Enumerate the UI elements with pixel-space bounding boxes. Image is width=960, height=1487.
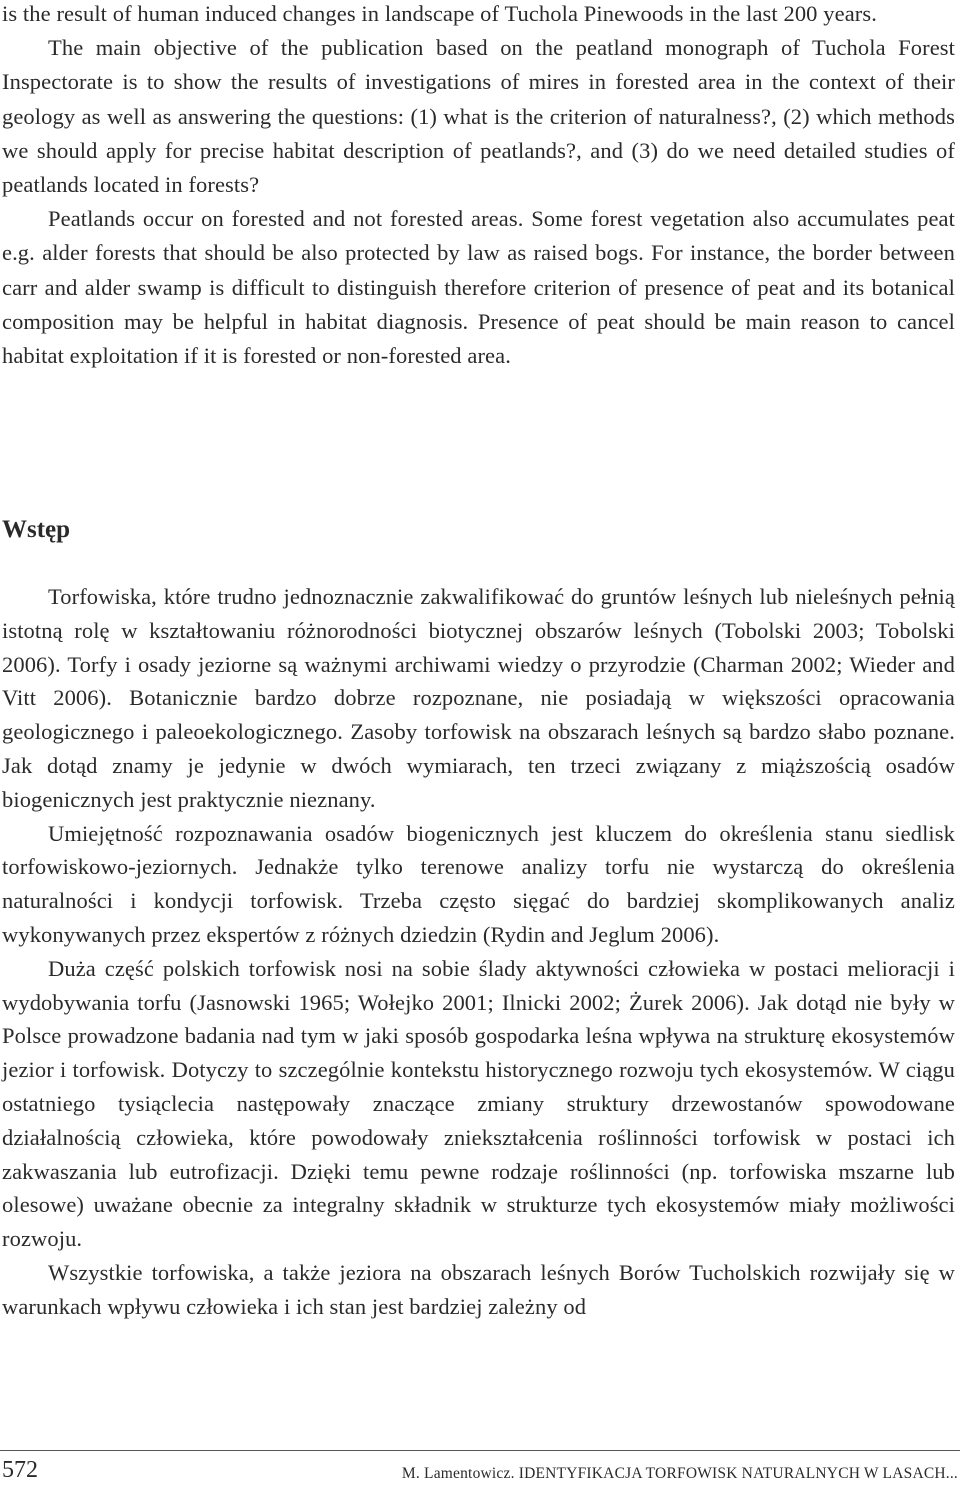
body-paragraph: Torfowiska, które trudno jednoznacznie zakwalifikować do gruntów leśnych lub nieleśnych pełnią istotną rolę w kształtowaniu różnorodności biotycznej obszarów leśnych (Tobolski 2003; Tobolski 2006). Torfy i osady jeziorne są ważnymi archiwami wiedzy o przyrodzie (Charman 2002; Wieder and Vitt 2006). Botanicznie bardzo dobrze rozpoznane, nie posiadają w większości opracowania geologicznego i paleoekologicznego. Zasoby torfowisk na obszarach leśnych są bardzo słabo poznane. Jak dotąd znamy je jedynie w dwóch wymiarach, ten trzeci związany z miąższością osadów biogenicznych jest praktycznie nieznany.	[2, 584, 955, 812]
abstract-paragraph: is the result of human induced changes in landscape of Tuchola Pinewoods in the last 200 years.	[2, 1, 877, 26]
section-heading: Wstęp	[2, 516, 71, 543]
abstract-paragraph: The main objective of the publication based on the peatland monograph of Tuchola Forest Inspectorate is to show the results of investigations of mires in forested area in the context of their geology as well as answering the questions: (1) what is the criterion of naturalness?, (2) which methods we should apply for precise habitat description of peatlands?, and (3) do we need detailed studies of peatlands located in forests?	[2, 35, 955, 198]
body-paragraph: Duża część polskich torfowisk nosi na sobie ślady aktywności człowieka w postaci melioracji i wydobywania torfu (Jasnowski 1965; Wołejko 2001; Ilnicki 2002; Żurek 2006). Jak dotąd nie były w Polsce prowadzone badania nad tym w jaki sposób gospodarka leśna wpływa na strukturę ekosystemów jezior i torfowisk. Dotyczy to szczególnie kontekstu historycznego rozwoju tych ekosystemów. W ciągu ostatniego tysiąclecia następowały znaczące zmiany struktury drzewostanów spowodowane działalnością człowieka, które powodowały zniekształcenia roślinności torfowisk w postaci ich zakwaszania lub eutrofizacji. Dzięki temu pewne rodzaje roślinności (np. torfowiska mszarne lub olesowe) uważane obecnie za integralny składnik w strukturze tych ekosystemów miały możliwości rozwoju.	[2, 955, 955, 1252]
page-number: 572	[2, 1457, 38, 1483]
running-footer-title: M. Lamentowicz. IDENTYFIKACJA TORFOWISK NATURALNYCH W LASACH...	[401, 1465, 958, 1482]
body-paragraph: Wszystkie torfowiska, a także jeziora na obszarach leśnych Borów Tucholskich rozwijały się w warunkach wpływu człowieka i ich stan jest bardziej zależny od	[2, 1259, 955, 1319]
abstract-text	[2, 0, 955, 373]
body-paragraph: Umiejętność rozpoznawania osadów biogenicznych jest kluczem do określenia stanu siedlisk torfowiskowo-jeziornych. Jednakże tylko terenowe analizy torfu nie wystarczą do określenia naturalności i kondycji torfowisk. Trzeba często sięgać do bardziej skomplikowanych analiz wykonywanych przez ekspertów z różnych dziedzin (Rydin and Jeglum 2006).	[2, 820, 955, 947]
abstract-paragraph: Peatlands occur on forested and not forested areas. Some forest vegetation also accumulates peat e.g. alder forests that should be also protected by law as raised bogs. For instance, the border between carr and alder swamp is difficult to distinguish therefore criterion of presence of peat and its botanical composition may be helpful in habitat diagnosis. Presence of peat should be main reason to cancel habitat exploitation if it is forested or non-forested area.	[2, 206, 955, 369]
section-body	[2, 580, 955, 1324]
footer-divider	[0, 1450, 960, 1451]
